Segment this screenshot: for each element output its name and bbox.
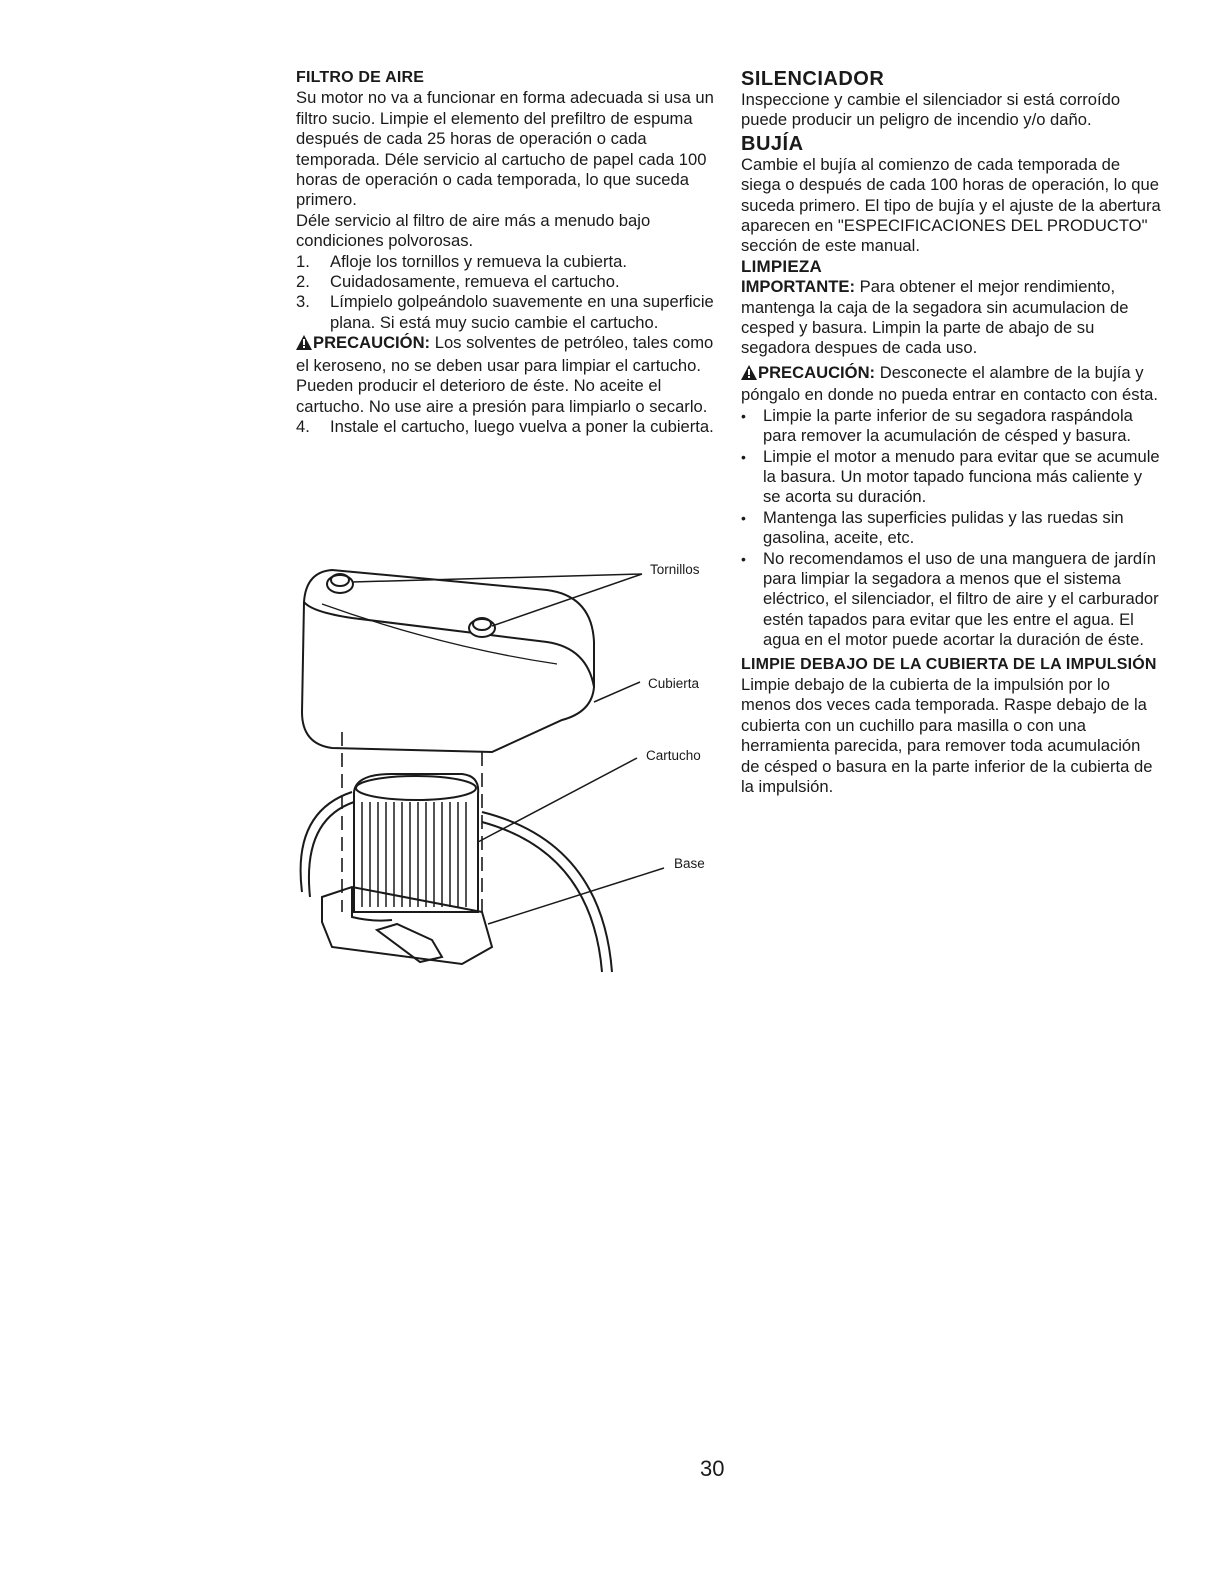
step-item — [296, 292, 716, 333]
filtro-steps — [296, 252, 716, 334]
step-number: 3. — [296, 292, 310, 312]
step-text: Afloje los tornillos y remueva la cubierta. — [330, 251, 627, 271]
caution-label: PRECAUCIÓN: — [758, 362, 876, 382]
filtro-paragraph-2: Déle servicio al filtro de aire más a menudo bajo condiciones polvorosas. — [296, 210, 651, 251]
limpie-heading: LIMPIE DEBAJO DE LA CUBIERTA DE LA IMPULSIÓN — [741, 655, 1157, 673]
bullet-icon: • — [741, 550, 746, 567]
label-cubierta: Cubierta — [648, 676, 700, 691]
step-text: Instale el cartucho, luego vuelva a poner la cubierta. — [330, 416, 714, 436]
importante-label: IMPORTANTE: — [741, 277, 855, 297]
step-text: Cuidadosamente, remueva el cartucho. — [330, 272, 620, 292]
step-item — [296, 417, 716, 437]
step-number: 2. — [296, 272, 310, 292]
bullet-text: Limpie la parte inferior de su segadora raspándola para remover la acumulación de césped y basura. — [763, 405, 1133, 446]
step-number: 1. — [296, 251, 310, 271]
bullet-icon: • — [741, 407, 746, 424]
warning-icon — [741, 365, 757, 385]
limpieza-bullets — [741, 406, 1161, 651]
bullet-text: No recomendamos el uso de una manguera de jardín para limpiar la segadora a menos que el sistema eléctrico, el silenciador, el filtro de aire y el carburador estén tapados para evitar que les entre el agua. El agua en el motor puede acortar la duración de éste. — [763, 548, 1159, 650]
caution-block-right — [741, 363, 1161, 406]
importante-text: Para obtener el mejor rendimiento, mantenga la caja de la segadora sin acumulacion de cesped y basura. Limpin la parte de abajo de su segadora despues de cada uso. — [741, 277, 1129, 358]
label-cartucho: Cartucho — [646, 748, 701, 763]
filtro-heading: FILTRO DE AIRE — [296, 69, 425, 86]
right-column — [741, 68, 1161, 797]
bujia-text: Cambie el bujía al comienzo de cada temporada de siega o después de cada 100 horas de operación, lo que suceda primero. El tipo de bujía y el ajuste de la abertura aparecen en "ESPECIFICACIONES DEL PRODUCTO" sección de este manual. — [741, 154, 1161, 256]
limpieza-heading: LIMPIEZA — [741, 256, 822, 276]
step-number: 4. — [296, 416, 310, 436]
list-item — [741, 406, 1161, 447]
filtro-paragraph-1: Su motor no va a funcionar en forma adecuada si usa un filtro sucio. Limpie el elemento del prefiltro de espuma después de cada 25 horas de operación o cada temporada. Déle servicio al cartucho de papel cada 100 horas de operación o cada temporada, lo que suceda primero. — [296, 88, 714, 210]
air-filter-diagram — [292, 552, 722, 982]
silenciador-heading: SILENCIADOR — [741, 68, 885, 90]
list-item — [741, 447, 1161, 508]
bujia-heading: BUJÍA — [741, 132, 804, 155]
label-tornillos: Tornillos — [650, 562, 700, 577]
list-item — [741, 508, 1161, 549]
list-item — [741, 549, 1161, 651]
warning-icon — [296, 335, 312, 355]
caution-block-left — [296, 333, 716, 417]
step-item — [296, 252, 716, 272]
page-number: 30 — [700, 1456, 725, 1481]
bullet-text: Limpie el motor a menudo para evitar que se acumule la basura. Un motor tapado funciona más caliente y se acorta su duración. — [763, 446, 1160, 507]
bullet-icon: • — [741, 448, 746, 465]
left-column — [296, 68, 716, 437]
step-item — [296, 272, 716, 292]
caution-text: Los solventes de petróleo, tales como el keroseno, no se deben usar para limpiar el cartucho. Pueden producir el deterioro de éste. No aceite el cartucho. No use aire a presión para limpiarlo o secarlo. — [296, 333, 714, 416]
caution-text: Desconecte el alambre de la bujía y póngalo en donde no pueda entrar en contacto con ésta. — [741, 362, 1159, 405]
limpie-text: Limpie debajo de la cubierta de la impulsión por lo menos dos veces cada temporada. Raspe debajo de la cubierta con un cuchillo para masilla o con una herramienta parecida, para remover toda acumulación de césped o basura en la parte inferior de la cubierta de la impulsión. — [741, 674, 1153, 796]
bullet-icon: • — [741, 509, 746, 526]
label-base: Base — [674, 856, 705, 871]
step-text: Límpielo golpeándolo suavemente en una superficie plana. Si está muy sucio cambie el cartucho. — [330, 292, 714, 332]
caution-label: PRECAUCIÓN: — [313, 333, 431, 353]
air-filter-illustration — [292, 552, 722, 982]
silenciador-text: Inspeccione y cambie el silenciador si está corroído puede producir un peligro de incendio y/o daño. — [741, 90, 1121, 130]
filtro-steps-cont — [296, 417, 716, 437]
importante-block — [741, 277, 1161, 359]
bullet-text: Mantenga las superficies pulidas y las ruedas sin gasolina, aceite, etc. — [763, 507, 1124, 548]
